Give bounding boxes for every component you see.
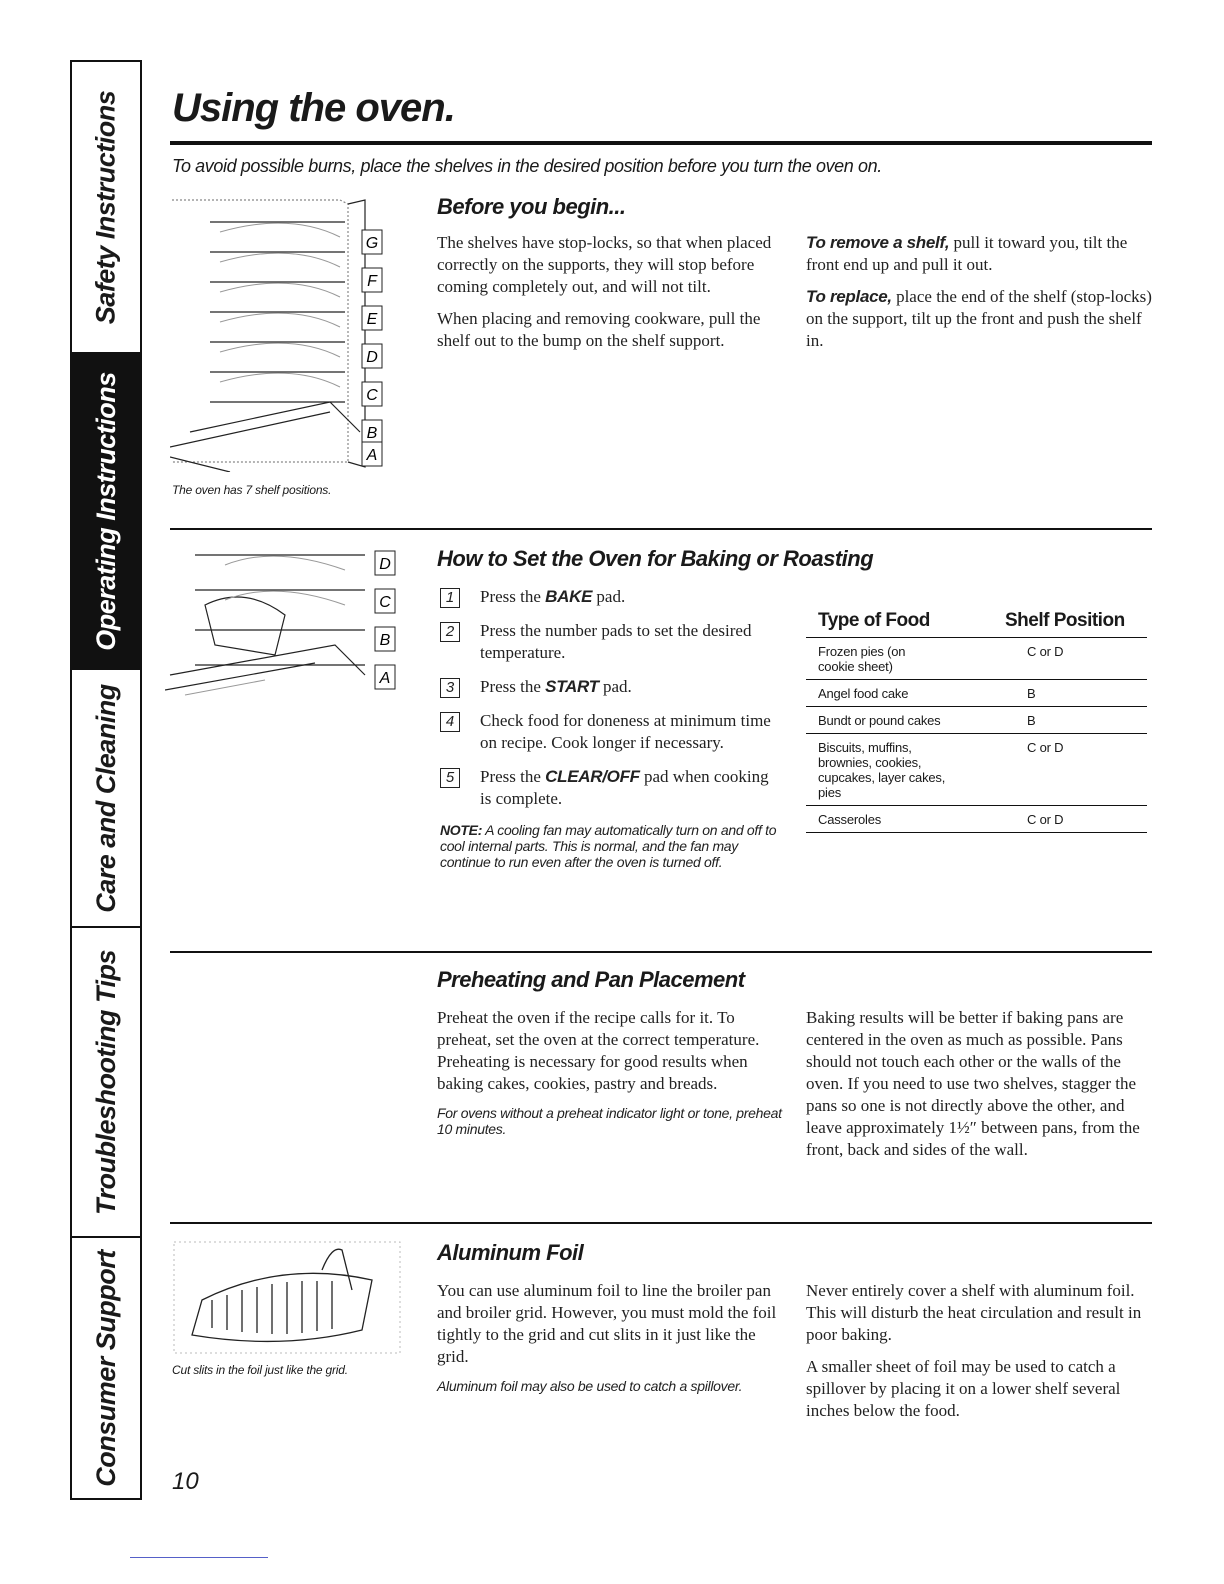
preheat-col2 [806,1007,1152,1171]
step-text: Press the [480,587,546,606]
step-4 [440,710,780,754]
shelf-cell: C or D [1027,740,1064,755]
section-heading-preheating: Preheating and Pan Placement [437,967,745,992]
oven-shelves-illustration [170,192,400,472]
shelf-letter: B [366,425,378,442]
tab-label: Consumer Support [90,1249,121,1487]
shelf-cell: C or D [1027,644,1064,659]
step-text: pad. [598,677,632,696]
table-row [806,734,1147,806]
shelf-letter: C [366,387,378,404]
shelf-letter: G [365,235,379,252]
step-text: Press the number pads to set the desired temperature. [480,621,752,662]
step-text: Press the [480,767,546,786]
paragraph: The shelves have stop-locks, so that when placed correctly on the supports, they will stop before coming completely out, and will not tilt. [437,233,772,296]
key-name: CLEAR/OFF [545,767,640,786]
tab-safety-instructions[interactable] [72,62,140,354]
tab-consumer-support[interactable] [72,1238,140,1498]
paragraph: A smaller sheet of foil may be used to catch a spillover by placing it on a lower shelf several inches below the food. [806,1357,1121,1420]
note-text: A cooling fan may automatically turn on and off to cool internal parts. This is normal, and the fan may continue to run even after the oven is turned off. [440,822,777,870]
table-row [806,707,1147,734]
section-divider [170,528,1152,530]
lead-text: To replace, [806,287,892,306]
shelf-letter: B [379,632,391,649]
step-text: pad. [592,587,626,606]
page-title: Using the oven. [172,86,455,130]
key-name: BAKE [545,587,593,606]
key-name: START [545,677,599,696]
section-divider [170,951,1152,953]
table-row [806,680,1147,707]
shelf-cell: B [1027,713,1036,728]
food-cell: Bundt or pound cakes [818,713,941,728]
broiler-pan-illustration [172,1240,402,1355]
step-2 [440,620,780,664]
step-number: 4 [440,712,460,732]
section-heading-baking: How to Set the Oven for Baking or Roasting [437,546,874,571]
step-number: 1 [440,588,460,608]
step-text: Check food for doneness at minimum time on recipe. Cook longer if necessary. [480,711,771,752]
preheat-col1 [437,1007,782,1137]
tab-care-and-cleaning[interactable] [72,670,140,928]
tab-label: Troubleshooting Tips [90,949,121,1215]
shelf-letter: A [366,447,378,464]
step-3 [440,676,780,698]
section-divider [170,1222,1152,1224]
paragraph: You can use aluminum foil to line the broiler pan and broiler grid. However, you must mold the foil tightly to the grid and cut slits in it just like the grid. [437,1281,777,1366]
before-col1 [437,232,777,362]
baking-steps [440,586,780,870]
shelf-letter: F [367,273,377,290]
baking-note [440,822,780,870]
side-tabs [70,60,142,1500]
section-heading-aluminum-foil: Aluminum Foil [437,1240,584,1265]
tab-troubleshooting-tips[interactable] [72,928,140,1238]
foil-note: Aluminum foil may also be used to catch a spillover. [437,1378,743,1394]
shelf-cell: B [1027,686,1036,701]
column-header: Shelf Position [1005,610,1125,631]
paragraph: Never entirely cover a shelf with aluminum foil. This will disturb the heat circulation and result in poor baking. [806,1281,1142,1344]
paragraph-remove-shelf [806,232,1152,276]
food-cell: Casseroles [818,812,882,827]
paragraph-text: pull it toward you, tilt the front end up and pull it out. [806,233,1128,274]
foil-col2 [806,1280,1152,1432]
paragraph: When placing and removing cookware, pull the shelf out to the bump on the shelf support. [437,309,761,350]
tab-label: Operating Instructions [90,371,121,651]
column-header: Type of Food [818,610,930,631]
food-cell: Biscuits, muffins, brownies, cookies, cupcakes, layer cakes, pies [818,740,946,800]
shelf-letter: D [366,349,378,366]
tab-label: Care and Cleaning [90,683,121,913]
shelf-letter: A [379,670,391,687]
foil-illustration-caption: Cut slits in the foil just like the grid. [172,1363,348,1377]
paragraph-text: place the end of the shelf (stop-locks) on the support, tilt up the front and push the shelf in. [806,287,1152,350]
shelf-position-table [806,610,1147,833]
shelf-cell: C or D [1027,812,1064,827]
paragraph: Baking results will be better if baking pans are centered in the oven as much as possible. Pans should not touch each other or the walls of the oven. If you need to use two shelves, stagger the pans so one is not directly above the other, and leave approximately 1½″ between pans, from the front, back and sides of the wall. [806,1008,1140,1159]
title-rule [170,141,1152,145]
note-lead: NOTE: [440,822,483,838]
step-text: Press the [480,677,546,696]
step-5 [440,766,780,810]
paragraph: Preheat the oven if the recipe calls for it. To preheat, set the oven at the correct temperature. Preheating is necessary for good results when baking cakes, cookies, pastry and breads. [437,1008,760,1093]
lead-text: To remove a shelf, [806,233,950,252]
table-row [806,806,1147,833]
step-1 [440,586,780,608]
paragraph-replace-shelf [806,286,1152,352]
food-cell: Frozen pies (on cookie sheet) [818,644,906,674]
footer-rule [130,1557,268,1558]
step-number: 2 [440,622,460,642]
shelf-letter: D [379,556,391,573]
table-header [806,610,1147,638]
oven-baking-illustration [165,545,405,705]
tab-label: Safety Instructions [90,90,121,324]
shelf-letter: C [379,594,391,611]
step-number: 5 [440,768,460,788]
foil-col1 [437,1280,777,1394]
food-cell: Angel food cake [818,686,909,701]
preheat-note: For ovens without a preheat indicator light or tone, preheat 10 minutes. [437,1105,782,1137]
step-text: pad when cooking is complete. [480,767,769,808]
page-number: 10 [172,1468,199,1495]
shelf-letter: E [366,311,378,328]
shelf-illustration-caption: The oven has 7 shelf positions. [172,483,332,497]
intro-text: To avoid possible burns, place the shelves in the desired position before you turn the oven on. [172,156,882,176]
before-col2 [806,232,1152,362]
tab-operating-instructions[interactable] [72,354,140,670]
section-heading-before-you-begin: Before you begin... [437,194,626,219]
table-row [806,638,1147,680]
step-number: 3 [440,678,460,698]
